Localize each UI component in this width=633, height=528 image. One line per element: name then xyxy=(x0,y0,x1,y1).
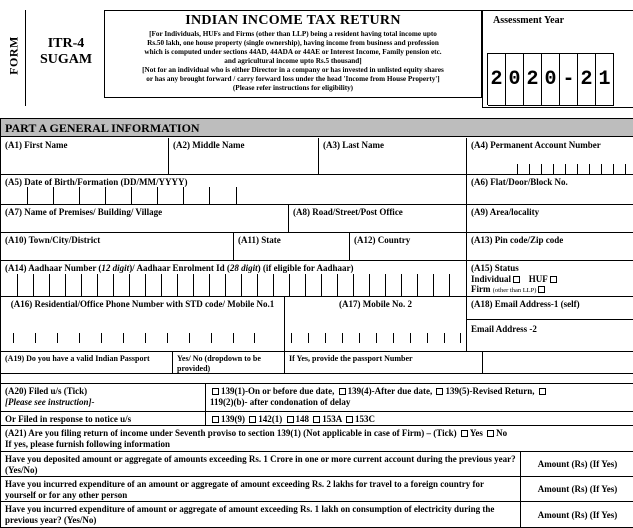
mobile-2-digit-boxes xyxy=(291,333,461,343)
last-name-field[interactable] xyxy=(319,138,467,175)
option-119-2-b-label: 119(2)(b)- after condonation of delay xyxy=(210,396,351,407)
status-label: (A15) Status xyxy=(471,263,519,273)
pincode-field[interactable] xyxy=(467,233,633,261)
premises-field[interactable] xyxy=(1,205,289,233)
seventh-proviso-no-label: No xyxy=(496,428,508,438)
mobile-2-label: (A17) Mobile No. 2 xyxy=(339,299,412,309)
aadhaar-label-part: 12 digit xyxy=(101,263,130,273)
phone-label: (A16) Residential/Office Phone Number with STD code/ Mobile No.1 xyxy=(10,299,275,309)
filed-under-label-text: (A20) Filed u/s (Tick) xyxy=(5,386,88,396)
state-field[interactable] xyxy=(234,233,350,261)
status-individual-checkbox[interactable] xyxy=(513,276,520,283)
form-header xyxy=(0,0,633,118)
email-1-field[interactable] xyxy=(467,297,633,320)
status-huf-checkbox[interactable] xyxy=(550,276,557,283)
aadhaar-field[interactable] xyxy=(1,261,467,297)
amount-label: Amount (Rs) (If Yes) xyxy=(537,459,618,469)
country-field[interactable] xyxy=(350,233,467,261)
current-account-question xyxy=(1,452,521,477)
assessment-year-digits xyxy=(487,53,614,105)
option-139-4-label: 139(4)-After due date, xyxy=(347,386,433,396)
pan-digit-boxes xyxy=(517,164,633,174)
eligibility-note-line: [Not for an individual who is either Director in a company or has invested in unlisted equity shares xyxy=(142,66,444,74)
first-name-label: (A1) First Name xyxy=(5,140,68,150)
notice-142-1-checkbox[interactable] xyxy=(249,416,256,423)
notice-148-checkbox[interactable] xyxy=(287,416,294,423)
filed-under-options xyxy=(206,384,633,412)
middle-name-label: (A2) Middle Name xyxy=(173,140,245,150)
aadhaar-label-part: (A14) Aadhaar Number ( xyxy=(5,263,102,273)
status-firm-label: Firm xyxy=(471,284,491,294)
passport-yes-no-dropdown[interactable] xyxy=(173,352,285,374)
foreign-travel-amount[interactable] xyxy=(521,477,633,502)
assessment-year-box xyxy=(482,10,633,108)
pincode-label: (A13) Pin code/Zip code xyxy=(471,235,564,245)
seventh-proviso-no-checkbox[interactable] xyxy=(487,430,494,437)
pan-label: (A4) Permanent Account Number xyxy=(471,140,601,150)
notice-section-options xyxy=(206,412,633,426)
form-name-line-1: ITR-4 xyxy=(47,36,85,51)
aadhaar-label-part: 28 digit xyxy=(229,263,258,273)
notice-153a-checkbox[interactable] xyxy=(313,416,320,423)
aadhaar-digit-boxes xyxy=(1,274,466,296)
phone-digit-boxes xyxy=(13,333,255,343)
state-label: (A11) State xyxy=(238,235,281,245)
filed-under-label xyxy=(5,386,201,397)
eligibility-note-line: which is computed under sections 44AD, 44ADA or 44AE or Interest Income, Family pension etc. xyxy=(144,48,442,56)
flat-door-field[interactable] xyxy=(467,175,633,205)
status-field xyxy=(467,261,633,297)
filed-under-section xyxy=(1,384,206,412)
electricity-question-text: Have you incurred expenditure of amount or aggregate of amount exceeding Rs. 1 lakh on consumption of electricity during the previous year? (Yes/No) xyxy=(5,504,495,525)
town-city-label: (A10) Town/City/District xyxy=(5,235,101,245)
passport-number-field[interactable] xyxy=(285,352,483,374)
email-1-label: (A18) Email Address-1 (self) xyxy=(471,299,580,309)
part-a-title: PART A GENERAL INFORMATION xyxy=(1,119,633,137)
notice-139-9-checkbox[interactable] xyxy=(212,416,219,423)
notice-option-label: 153C xyxy=(355,414,376,424)
seventh-proviso-subtext: If yes, please furnish following information xyxy=(5,438,171,449)
option-119-2-b-checkbox[interactable] xyxy=(539,388,546,395)
form-name xyxy=(28,36,104,68)
assessment-year-digit: - xyxy=(560,54,578,106)
notice-section-label: Or Filed in response to notice u/s xyxy=(5,414,132,424)
seventh-proviso-question xyxy=(1,426,633,452)
assessment-year-digit: 0 xyxy=(542,54,560,106)
seventh-proviso-label: (A21) Are you filing return of income under Seventh proviso to section 139(1) (Not applicable in case of Firm) – (Tick) xyxy=(5,428,457,438)
dob-label: (A5) Date of Birth/Formation (DD/MM/YYYY) xyxy=(5,177,188,187)
notice-option-label: 139(9) xyxy=(221,414,245,424)
form-side-text: FORM xyxy=(6,36,21,75)
country-label: (A12) Country xyxy=(354,235,411,245)
filed-under-instruction: [Please see instruction]- xyxy=(5,396,95,407)
option-139-5-checkbox[interactable] xyxy=(436,388,443,395)
eligibility-note-line: or has any brought forward / carry forward loss under the head 'Income from House Property'] xyxy=(146,75,440,83)
status-firm-checkbox[interactable] xyxy=(538,286,545,293)
passport-question xyxy=(1,352,173,374)
form-name-line-2: SUGAM xyxy=(39,52,93,67)
pan-field[interactable] xyxy=(467,138,633,175)
road-street-label: (A8) Road/Street/Post Office xyxy=(293,207,403,217)
last-name-label: (A3) Last Name xyxy=(323,140,384,150)
phone-field[interactable] xyxy=(1,297,285,352)
current-account-amount[interactable] xyxy=(521,452,633,477)
aadhaar-label-part: ) (if eligible for Aadhaar) xyxy=(257,263,354,273)
status-options-row-1 xyxy=(471,274,630,285)
option-139-4-checkbox[interactable] xyxy=(339,388,346,395)
first-name-field[interactable] xyxy=(1,138,169,175)
area-locality-label: (A9) Area/locality xyxy=(471,207,540,217)
notice-option-label: 142(1) xyxy=(258,414,283,424)
assessment-year-label: Assessment Year xyxy=(493,15,565,26)
notice-153c-checkbox[interactable] xyxy=(346,416,353,423)
electricity-question xyxy=(1,502,521,528)
eligibility-note-line: and agricultural income upto Rs.5 thousand] xyxy=(224,57,362,65)
passport-number-input[interactable] xyxy=(483,352,633,374)
spacer-row xyxy=(1,374,633,384)
middle-name-field[interactable] xyxy=(169,138,319,175)
assessment-year-digit: 2 xyxy=(524,54,542,106)
eligibility-note xyxy=(105,29,481,93)
passport-number-label: If Yes, provide the passport Number xyxy=(289,354,413,363)
eligibility-note-line: Rs.50 lakh, one house property (single ownership), having income from business and profession xyxy=(147,39,439,47)
town-city-field[interactable] xyxy=(1,233,234,261)
eligibility-note-line: [For Individuals, HUFs and Firms (other than LLP) being a resident having total income upto xyxy=(149,30,437,38)
form-title: INDIAN INCOME TAX RETURN xyxy=(185,13,401,28)
form-side-label xyxy=(4,10,26,106)
dob-field[interactable] xyxy=(1,175,467,205)
seventh-proviso-yes-label: Yes xyxy=(469,428,483,438)
dob-digit-boxes xyxy=(1,187,237,204)
amount-label: Amount (Rs) (If Yes) xyxy=(537,510,618,520)
passport-yes-no-label: Yes/ No (dropdown to be provided) xyxy=(177,354,261,373)
amount-label: Amount (Rs) (If Yes) xyxy=(537,484,618,494)
assessment-year-digit: 1 xyxy=(596,54,614,106)
current-account-question-text: Have you deposited amount or aggregate of amounts exceeding Rs. 1 Crore in one or more current account during the previous year? (Yes/No) xyxy=(5,454,516,475)
option-139-5-label: 139(5)-Revised Return, xyxy=(445,386,535,396)
aadhaar-label-part: )/ Aadhaar Enrolment Id ( xyxy=(129,263,230,273)
notice-option-label: 153A xyxy=(322,414,342,424)
mobile-2-field[interactable] xyxy=(285,297,467,352)
option-139-1-checkbox[interactable] xyxy=(212,388,219,395)
road-street-field[interactable] xyxy=(289,205,467,233)
foreign-travel-question xyxy=(1,477,521,502)
passport-question-label: (A19) Do you have a valid Indian Passport xyxy=(5,354,150,363)
area-locality-field[interactable] xyxy=(467,205,633,233)
option-139-1-label: 139(1)-On or before due date, xyxy=(221,386,335,396)
email-2-field[interactable] xyxy=(467,320,633,352)
part-a-section xyxy=(0,118,633,528)
electricity-amount[interactable] xyxy=(521,502,633,528)
assessment-year-digit: 2 xyxy=(488,54,506,106)
eligibility-note-line: (Please refer instructions for eligibility) xyxy=(232,84,354,92)
email-2-label: Email Address -2 xyxy=(471,324,537,334)
premises-label: (A7) Name of Premises/ Building/ Village xyxy=(5,207,163,217)
status-firm-note: (other than LLP) xyxy=(492,287,537,294)
status-huf-label: HUF xyxy=(528,273,548,284)
form-title-box xyxy=(104,10,482,98)
aadhaar-label xyxy=(5,263,353,273)
assessment-year-digit: 2 xyxy=(578,54,596,106)
status-options-row-2 xyxy=(471,284,630,297)
status-individual-label: Individual xyxy=(471,273,512,284)
assessment-year-digit: 0 xyxy=(506,54,524,106)
seventh-proviso-yes-checkbox[interactable] xyxy=(461,430,468,437)
notice-option-label: 148 xyxy=(295,414,309,424)
flat-door-label: (A6) Flat/Door/Block No. xyxy=(471,177,568,187)
foreign-travel-question-text: Have you incurred expenditure of an amount or aggregate of amount exceeding Rs. 2 lakhs for travel to a foreign country for yourself or for any other person xyxy=(5,479,484,500)
notice-section-label-cell xyxy=(1,412,206,426)
